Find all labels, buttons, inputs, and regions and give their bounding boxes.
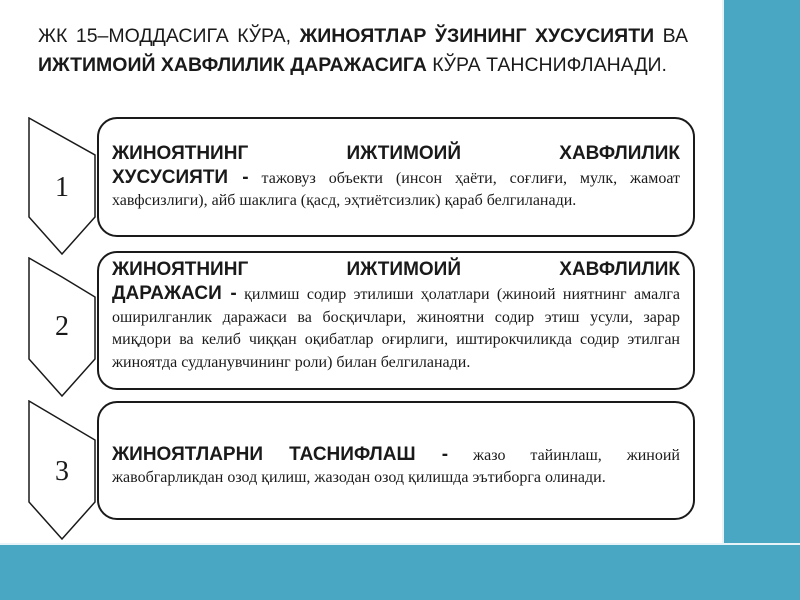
step-1-term-line-1: ЖИНОЯТНИНГ ИЖТИМОИЙ ХАВФЛИЛИК bbox=[112, 143, 680, 164]
heading-bold-1: ЖИНОЯТЛАР ЎЗИНИНГ ХУСУСИЯТИ bbox=[299, 25, 655, 47]
right-decorative-bar bbox=[722, 0, 800, 600]
heading-part-1: ЖК 15–МОДДАСИГА КЎРА, bbox=[38, 25, 300, 47]
step-1-description: тажовуз объекти (инсон ҳаёти, соғлиғи, мулк, жамоат хавфсизлиги), айб шаклига (қасд, эҳтиётсизлик) қараб белгиланади. bbox=[112, 170, 681, 209]
step-3-box bbox=[97, 401, 695, 520]
step-1-term-line-2: ХУСУСИЯТИ - bbox=[112, 167, 249, 188]
step-3-description: жазо тайинлаш, жиноий жавобгарликдан озод қилиш, жазодан озод қилишда эътиборга олинади. bbox=[112, 447, 680, 486]
step-3-number: 3 bbox=[55, 456, 69, 487]
bottom-decorative-bar bbox=[0, 543, 800, 600]
step-2-text bbox=[112, 258, 680, 374]
heading-part-2: ВА bbox=[654, 25, 688, 47]
step-2-term-line-1: ЖИНОЯТНИНГ ИЖТИМОИЙ ХАВФЛИЛИК bbox=[112, 259, 680, 280]
step-1-number: 1 bbox=[55, 172, 69, 203]
step-1-chevron bbox=[28, 117, 96, 255]
step-2-term-line-2: ДАРАЖАСИ - bbox=[112, 283, 237, 304]
step-1-text bbox=[112, 142, 680, 212]
step-3-text bbox=[112, 443, 680, 489]
step-2-chevron bbox=[28, 257, 96, 397]
step-3-term: ЖИНОЯТЛАРНИ ТАСНИФЛАШ - bbox=[112, 444, 449, 465]
step-2-box bbox=[97, 251, 695, 390]
heading-bold-2: ИЖТИМОИЙ ХАВФЛИЛИК ДАРАЖАСИГА bbox=[38, 54, 427, 76]
step-1-box bbox=[97, 117, 695, 237]
step-2-number: 2 bbox=[55, 311, 69, 342]
step-3-chevron bbox=[28, 400, 96, 540]
slide-heading bbox=[38, 22, 688, 80]
heading-part-3: КЎРА ТАНСНИФЛАНАДИ. bbox=[426, 54, 667, 76]
step-2-description: қилмиш содир этилиши ҳолатлари (жиноий ниятнинг амалга оширилганлик даражаси ва босқичлари, жиноятни содир этиш усули, зарар миқдори ва келиб чиққан оқибатлар оғирлиги, иштирокчиликда содир этилган жиноятда судланувчининг роли) билан белгиланади. bbox=[112, 286, 680, 371]
